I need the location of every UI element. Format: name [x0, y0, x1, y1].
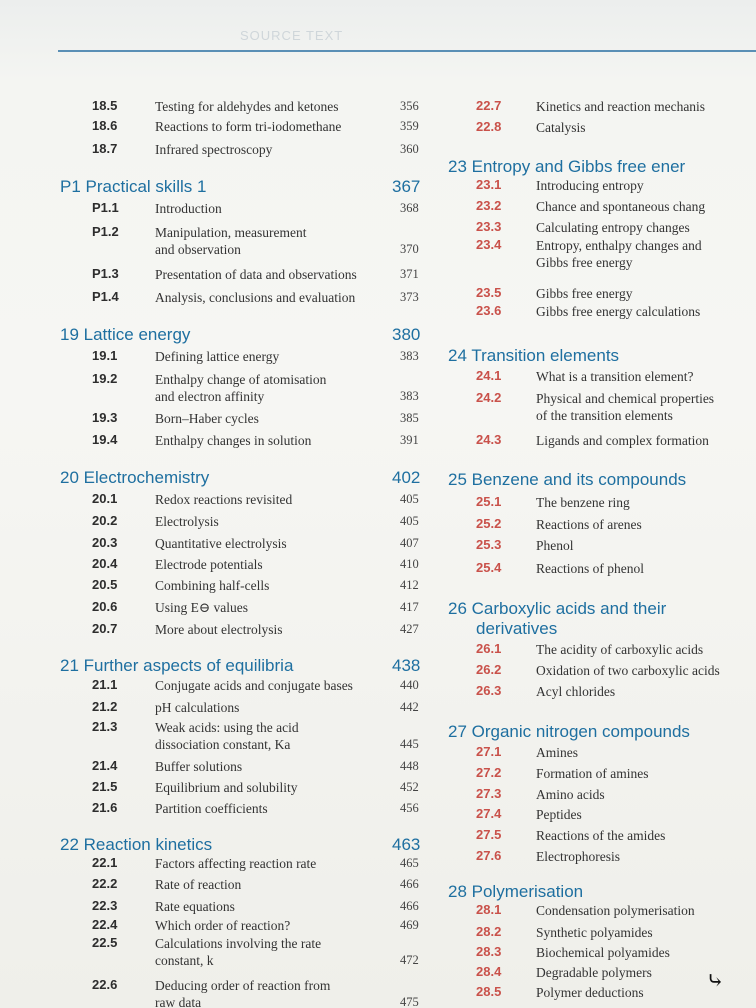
section-page-number: 466 — [400, 899, 419, 913]
section-title: Catalysis — [536, 120, 586, 135]
chapter-heading: 23 Entropy and Gibbs free ener — [448, 157, 686, 176]
section-number: 22.7 — [476, 98, 502, 113]
section-number: 22.4 — [92, 917, 118, 932]
section-number: 28.2 — [476, 924, 502, 939]
section-title: Reactions of phenol — [536, 561, 644, 576]
section-title: Ligands and complex formation — [536, 433, 709, 448]
chapter-heading: 27 Organic nitrogen compounds — [448, 722, 690, 741]
section-title: Presentation of data and observations — [155, 267, 357, 282]
section-title-continued: dissociation constant, Ka — [155, 737, 291, 752]
section-page-number: 410 — [400, 557, 419, 571]
section-title: Introducing entropy — [536, 178, 644, 193]
chapter-heading: 22 Reaction kinetics — [60, 835, 213, 854]
section-title: Electrolysis — [155, 514, 219, 529]
section-number: P1.2 — [92, 224, 119, 239]
section-title: Analysis, conclusions and evaluation — [155, 290, 356, 305]
section-number: 21.5 — [92, 779, 118, 794]
section-number: 22.1 — [92, 855, 118, 870]
section-title: Amino acids — [536, 787, 605, 802]
section-title: Degradable polymers — [536, 965, 652, 980]
section-title: Phenol — [536, 538, 574, 553]
section-title: Factors affecting reaction rate — [155, 856, 317, 871]
section-page-number: 440 — [400, 678, 419, 692]
section-page-number: 359 — [400, 119, 419, 133]
section-number: 23.5 — [476, 285, 502, 300]
section-page-number: 445 — [400, 737, 419, 751]
page-bleed-through-text: SOURCE TEXT — [240, 28, 344, 43]
section-number: 20.6 — [92, 599, 118, 614]
section-number: 21.6 — [92, 800, 118, 815]
section-number: 25.4 — [476, 560, 502, 575]
chapter-page-number: 402 — [392, 468, 421, 487]
section-number: 27.1 — [476, 744, 502, 759]
chapter-heading-line2: derivatives — [476, 619, 558, 638]
section-title: Defining lattice energy — [155, 349, 280, 364]
section-title: Quantitative electrolysis — [155, 536, 287, 551]
chapter-heading: 20 Electrochemistry — [60, 468, 210, 487]
section-page-number: 405 — [400, 514, 419, 528]
chapter-heading: 26 Carboxylic acids and their — [448, 599, 667, 618]
section-page-number: 405 — [400, 492, 419, 506]
section-page-number: 417 — [400, 600, 419, 614]
section-number: 23.3 — [476, 219, 502, 234]
section-number: 24.2 — [476, 390, 502, 405]
section-title: Physical and chemical properties — [536, 391, 715, 406]
section-title-continued: raw data — [155, 995, 202, 1008]
chapter-page-number: 380 — [392, 325, 421, 344]
section-number: 25.2 — [476, 516, 502, 531]
section-number: 23.2 — [476, 198, 502, 213]
section-page-number: 360 — [400, 142, 419, 156]
chapter-heading: 28 Polymerisation — [448, 882, 584, 901]
section-number: 23.4 — [476, 237, 502, 252]
section-page-number: 452 — [400, 780, 419, 794]
section-page-number: 383 — [400, 389, 419, 403]
section-number: 20.2 — [92, 513, 118, 528]
section-number: 25.3 — [476, 537, 502, 552]
section-number: 27.4 — [476, 806, 502, 821]
section-number: 22.8 — [476, 119, 502, 134]
section-title: Gibbs free energy calculations — [536, 304, 701, 319]
section-title: Kinetics and reaction mechanis — [536, 99, 706, 114]
section-title: What is a transition element? — [536, 369, 694, 384]
section-page-number: 466 — [400, 877, 419, 891]
section-number: 21.4 — [92, 758, 118, 773]
chapter-heading: 21 Further aspects of equilibria — [60, 656, 294, 675]
section-title: Combining half-cells — [155, 578, 270, 593]
section-title: More about electrolysis — [155, 622, 283, 637]
section-title: Entropy, enthalpy changes and — [536, 238, 702, 253]
section-number: 26.2 — [476, 662, 502, 677]
section-title: Infrared spectroscopy — [155, 142, 273, 157]
section-title: Redox reactions revisited — [155, 492, 293, 507]
section-number: 21.3 — [92, 719, 118, 734]
section-page-number: 373 — [400, 290, 419, 304]
section-title: Reactions of arenes — [536, 517, 642, 532]
section-title: Chance and spontaneous chang — [536, 199, 706, 214]
section-number: 22.2 — [92, 876, 118, 891]
section-number: P1.1 — [92, 200, 119, 215]
section-title: Manipulation, measurement — [155, 225, 307, 240]
section-title: Acyl chlorides — [536, 684, 616, 699]
section-number: 22.3 — [92, 898, 118, 913]
section-title: Rate of reaction — [155, 877, 242, 892]
section-number: 22.5 — [92, 935, 118, 950]
section-number: 26.3 — [476, 683, 502, 698]
section-page-number: 412 — [400, 578, 419, 592]
section-page-number: 385 — [400, 411, 419, 425]
section-title: Testing for aldehydes and ketones — [155, 99, 339, 114]
section-page-number: 407 — [400, 536, 419, 550]
section-number: 19.3 — [92, 410, 118, 425]
section-title: Calculating entropy changes — [536, 220, 690, 235]
section-title: Enthalpy changes in solution — [155, 433, 312, 448]
section-number: 24.1 — [476, 368, 502, 383]
section-number: 20.1 — [92, 491, 118, 506]
section-title-continued: of the transition elements — [536, 408, 673, 423]
section-title: Formation of amines — [536, 766, 649, 781]
section-title-continued: Gibbs free energy — [536, 255, 633, 270]
section-page-number: 465 — [400, 856, 419, 870]
section-title: Using E⊖ values — [155, 600, 249, 615]
section-page-number: 383 — [400, 349, 419, 363]
section-page-number: 391 — [400, 433, 419, 447]
section-title: Condensation polymerisation — [536, 903, 695, 918]
section-title-continued: constant, k — [155, 953, 214, 968]
section-number: 20.5 — [92, 577, 118, 592]
section-number: 27.6 — [476, 848, 502, 863]
section-page-number: 371 — [400, 267, 419, 281]
section-number: 26.1 — [476, 641, 502, 656]
section-title: Reactions of the amides — [536, 828, 666, 843]
section-number: 27.3 — [476, 786, 502, 801]
chapter-page-number: 438 — [392, 656, 421, 675]
section-title: Conjugate acids and conjugate bases — [155, 678, 353, 693]
section-page-number: 472 — [400, 953, 419, 967]
section-title: Partition coefficients — [155, 801, 268, 816]
section-title: Introduction — [155, 201, 222, 216]
section-number: 20.7 — [92, 621, 118, 636]
section-number: 18.7 — [92, 141, 118, 156]
section-title-continued: and observation — [155, 242, 241, 257]
section-title: Amines — [536, 745, 578, 760]
section-title: Which order of reaction? — [155, 918, 291, 933]
section-page-number: 442 — [400, 700, 419, 714]
section-number: 19.1 — [92, 348, 118, 363]
section-number: 27.2 — [476, 765, 502, 780]
section-number: 28.1 — [476, 902, 502, 917]
section-title: Deducing order of reaction from — [155, 978, 331, 993]
section-number: 21.1 — [92, 677, 118, 692]
section-title: Rate equations — [155, 899, 235, 914]
section-title: The benzene ring — [536, 495, 630, 510]
section-page-number: 475 — [400, 995, 419, 1008]
section-title: Enthalpy change of atomisation — [155, 372, 327, 387]
section-number: 28.3 — [476, 944, 502, 959]
section-number: P1.4 — [92, 289, 119, 304]
section-page-number: 448 — [400, 759, 419, 773]
section-title: pH calculations — [155, 700, 240, 715]
section-title: Polymer deductions — [536, 985, 644, 1000]
section-number: 27.5 — [476, 827, 502, 842]
section-number: 23.1 — [476, 177, 502, 192]
section-number: 21.2 — [92, 699, 118, 714]
section-title: Reactions to form tri-iodomethane — [155, 119, 342, 134]
section-title: Oxidation of two carboxylic acids — [536, 663, 720, 678]
section-title: Born–Haber cycles — [155, 411, 259, 426]
section-title: Gibbs free energy — [536, 286, 633, 301]
section-number: 23.6 — [476, 303, 502, 318]
section-page-number: 370 — [400, 242, 419, 256]
section-title: The acidity of carboxylic acids — [536, 642, 704, 657]
section-number: 28.5 — [476, 984, 502, 999]
section-number: 20.4 — [92, 556, 118, 571]
page-curl-arrow-icon: ⤷ — [706, 968, 725, 993]
section-number: 24.3 — [476, 432, 502, 447]
section-page-number: 469 — [400, 918, 419, 932]
chapter-heading: P1 Practical skills 1 — [60, 177, 207, 196]
section-number: P1.3 — [92, 266, 119, 281]
chapter-heading: 24 Transition elements — [448, 346, 620, 365]
section-title: Equilibrium and solubility — [155, 780, 298, 795]
section-number: 28.4 — [476, 964, 502, 979]
section-title: Electrophoresis — [536, 849, 620, 864]
section-number: 18.5 — [92, 98, 118, 113]
section-number: 19.2 — [92, 371, 118, 386]
section-title: Calculations involving the rate — [155, 936, 322, 951]
section-number: 25.1 — [476, 494, 502, 509]
section-page-number: 368 — [400, 201, 419, 215]
section-number: 20.3 — [92, 535, 118, 550]
section-title: Weak acids: using the acid — [155, 720, 299, 735]
section-number: 18.6 — [92, 118, 118, 133]
section-title-continued: and electron affinity — [155, 389, 265, 404]
chapter-heading: 19 Lattice energy — [60, 325, 191, 344]
chapter-page-number: 463 — [392, 835, 421, 854]
section-number: 19.4 — [92, 432, 118, 447]
section-title: Electrode potentials — [155, 557, 263, 572]
section-page-number: 456 — [400, 801, 419, 815]
chapter-heading: 25 Benzene and its compounds — [448, 470, 687, 489]
section-number: 22.6 — [92, 977, 118, 992]
section-page-number: 356 — [400, 99, 419, 113]
section-title: Synthetic polyamides — [536, 925, 653, 940]
section-page-number: 427 — [400, 622, 419, 636]
section-title: Buffer solutions — [155, 759, 243, 774]
chapter-page-number: 367 — [392, 177, 421, 196]
section-title: Peptides — [536, 807, 582, 822]
section-title: Biochemical polyamides — [536, 945, 670, 960]
